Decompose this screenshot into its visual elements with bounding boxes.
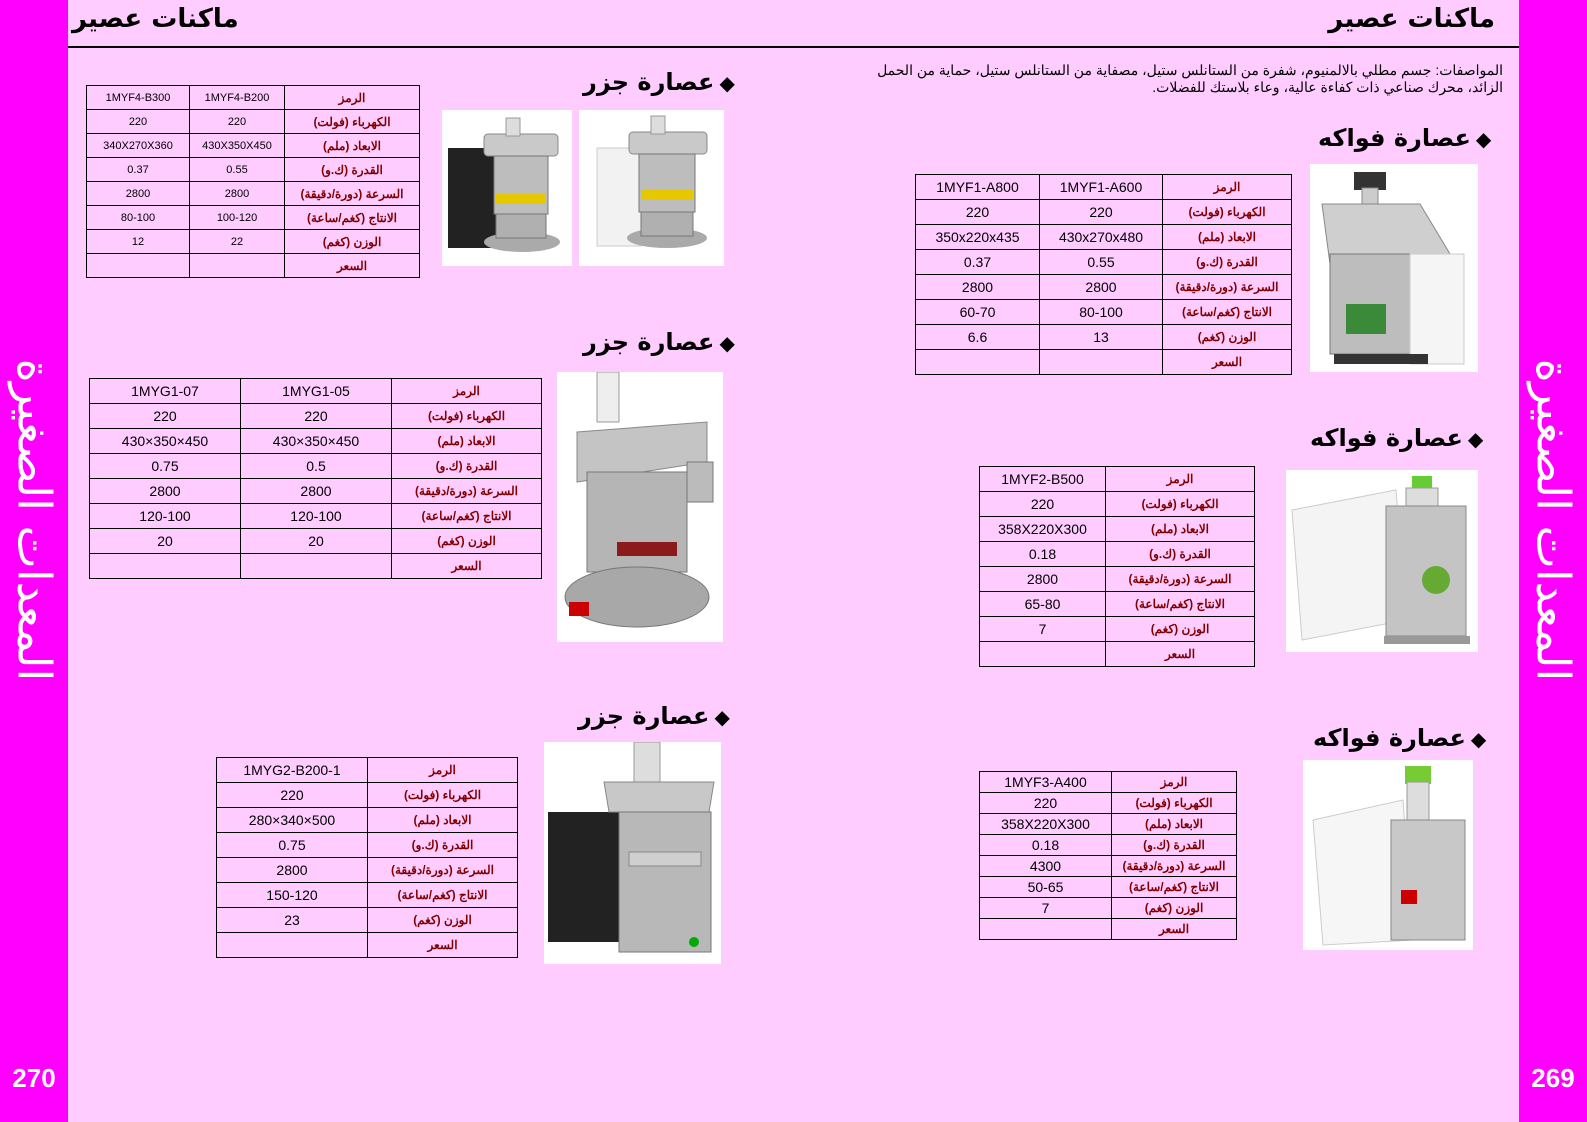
header-rule: [68, 46, 1519, 48]
spec-value: [1040, 350, 1163, 375]
spec-label: السرعة (دورة/دقيقة): [392, 479, 542, 504]
spec-value: 220: [1040, 200, 1163, 225]
table-row: [916, 175, 1292, 200]
table-row: [90, 429, 542, 454]
spec-value: 0.5: [241, 454, 392, 479]
spec-table: [979, 771, 1237, 940]
spec-value: 80-100: [87, 206, 190, 230]
left-page-title: ماكنات عصير: [72, 4, 239, 34]
spec-value: 120-100: [90, 504, 241, 529]
spec-label: الكهرباء (فولت): [285, 110, 420, 134]
spec-label: الانتاج (كغم/ساعة): [1106, 592, 1255, 617]
spec-label: الابعاد (ملم): [368, 808, 518, 833]
spec-value: 0.75: [90, 454, 241, 479]
table-row: [980, 814, 1237, 835]
spec-table: [89, 378, 542, 579]
spec-label: السعر: [1106, 642, 1255, 667]
spec-label: الرمز: [1163, 175, 1292, 200]
spec-label: السرعة (دورة/دقيقة): [1112, 856, 1237, 877]
table-row: [87, 86, 420, 110]
right-page-title: ماكنات عصير: [1328, 4, 1495, 34]
product-title-text: عصارة فواكه: [1313, 724, 1466, 752]
spec-value: [916, 350, 1040, 375]
spec-value: 1MYG1-07: [90, 379, 241, 404]
right-sidebar-heading: المعدات الصغيرة: [1526, 358, 1580, 682]
table-row: [916, 325, 1292, 350]
table-row: [980, 835, 1237, 856]
spec-value: 2800: [217, 858, 368, 883]
spec-value: 1MYF4-B200: [190, 86, 285, 110]
spec-value: 220: [980, 492, 1106, 517]
spec-value: 0.18: [980, 542, 1106, 567]
spec-value: 220: [90, 404, 241, 429]
spec-value: 1MYG1-05: [241, 379, 392, 404]
left-sidebar: [0, 0, 68, 1122]
table-row: [87, 206, 420, 230]
table-row: [217, 908, 518, 933]
table-row: [87, 230, 420, 254]
diamond-icon: ◆: [1475, 127, 1492, 151]
product-title: [583, 68, 735, 96]
diamond-icon: ◆: [719, 71, 735, 95]
spec-label: الرمز: [1112, 772, 1237, 793]
spec-value: 220: [217, 783, 368, 808]
product-title: [1318, 124, 1491, 152]
spec-value: 2800: [87, 182, 190, 206]
spec-value: 2800: [90, 479, 241, 504]
table-row: [980, 898, 1237, 919]
table-row: [217, 808, 518, 833]
spec-value: 4300: [980, 856, 1112, 877]
table-row: [87, 110, 420, 134]
spec-value: 358X220X300: [980, 814, 1112, 835]
spec-table: [216, 757, 518, 958]
table-row: [90, 529, 542, 554]
table-row: [980, 877, 1237, 898]
table-row: [217, 758, 518, 783]
spec-value: 0.18: [980, 835, 1112, 856]
table-row: [90, 479, 542, 504]
product-photo: [442, 110, 572, 266]
product-title: [578, 702, 730, 730]
table-row: [916, 225, 1292, 250]
product-title-text: عصارة فواكه: [1318, 124, 1471, 152]
spec-label: السرعة (دورة/دقيقة): [1163, 275, 1292, 300]
spec-value: 2800: [241, 479, 392, 504]
spec-value: 0.37: [87, 158, 190, 182]
spec-label: الكهرباء (فولت): [1112, 793, 1237, 814]
product-title: [1313, 724, 1486, 752]
spec-value: 430×350×450: [90, 429, 241, 454]
product-photo: [1286, 470, 1478, 652]
spec-label: القدرة (ك.و): [392, 454, 542, 479]
spec-label: الكهرباء (فولت): [368, 783, 518, 808]
spec-value: 20: [90, 529, 241, 554]
spec-value: 0.37: [916, 250, 1040, 275]
spec-value: 1MYF2-B500: [980, 467, 1106, 492]
spec-label: القدرة (ك.و): [368, 833, 518, 858]
table-row: [980, 772, 1237, 793]
table-row: [90, 454, 542, 479]
table-row: [87, 134, 420, 158]
spec-label: السرعة (دورة/دقيقة): [1106, 567, 1255, 592]
spec-value: 220: [980, 793, 1112, 814]
table-row: [916, 200, 1292, 225]
table-row: [980, 592, 1255, 617]
table-row: [980, 793, 1237, 814]
spec-value: 0.55: [1040, 250, 1163, 275]
spec-table: [86, 85, 420, 278]
spec-label: الانتاج (كغم/ساعة): [1163, 300, 1292, 325]
page-number-right: 269: [1531, 1063, 1575, 1093]
spec-value: 23: [217, 908, 368, 933]
product-title-text: عصارة فواكه: [1310, 424, 1463, 452]
spec-value: 2800: [190, 182, 285, 206]
spec-label: الابعاد (ملم): [1106, 517, 1255, 542]
spec-value: 280×340×500: [217, 808, 368, 833]
spec-label: السعر: [392, 554, 542, 579]
spec-value: 0.55: [190, 158, 285, 182]
spec-label: الانتاج (كغم/ساعة): [1112, 877, 1237, 898]
table-row: [980, 617, 1255, 642]
diamond-icon: ◆: [714, 705, 730, 729]
spec-label: الرمز: [285, 86, 420, 110]
spec-label: الكهرباء (فولت): [392, 404, 542, 429]
spec-value: 1MYF1-A600: [1040, 175, 1163, 200]
spec-label: الابعاد (ملم): [1112, 814, 1237, 835]
table-row: [217, 883, 518, 908]
spec-label: الوزن (كغم): [392, 529, 542, 554]
spec-value: 2800: [916, 275, 1040, 300]
spec-label: الانتاج (كغم/ساعة): [392, 504, 542, 529]
spec-value: 80-100: [1040, 300, 1163, 325]
spec-value: 60-70: [916, 300, 1040, 325]
spec-label: السرعة (دورة/دقيقة): [285, 182, 420, 206]
spec-label: القدرة (ك.و): [1106, 542, 1255, 567]
spec-value: 220: [916, 200, 1040, 225]
spec-value: 7: [980, 898, 1112, 919]
spec-value: 50-65: [980, 877, 1112, 898]
spec-value: 22: [190, 230, 285, 254]
spec-label: القدرة (ك.و): [1163, 250, 1292, 275]
spec-value: 220: [241, 404, 392, 429]
spec-label: الكهرباء (فولت): [1163, 200, 1292, 225]
spec-value: [87, 254, 190, 278]
table-row: [217, 858, 518, 883]
product-title: [1310, 424, 1483, 452]
product-photo: [579, 110, 724, 266]
page-number-left: 270: [12, 1063, 56, 1093]
spec-label: الرمز: [1106, 467, 1255, 492]
table-row: [916, 275, 1292, 300]
spec-value: 13: [1040, 325, 1163, 350]
table-row: [90, 379, 542, 404]
spec-value: [241, 554, 392, 579]
product-title: [583, 328, 735, 356]
spec-label: السعر: [1112, 919, 1237, 940]
table-row: [217, 783, 518, 808]
spec-label: الرمز: [392, 379, 542, 404]
table-row: [916, 300, 1292, 325]
spec-value: 220: [190, 110, 285, 134]
product-photo: [1310, 164, 1478, 372]
spec-value: 430X350X450: [190, 134, 285, 158]
left-sidebar-heading: المعدات الصغيرة: [7, 358, 61, 682]
spec-value: 1MYG2-B200-1: [217, 758, 368, 783]
spec-label: السعر: [1163, 350, 1292, 375]
table-row: [980, 642, 1255, 667]
table-row: [916, 250, 1292, 275]
diamond-icon: ◆: [719, 331, 735, 355]
spec-value: 0.75: [217, 833, 368, 858]
table-row: [980, 517, 1255, 542]
spec-label: الوزن (كغم): [1106, 617, 1255, 642]
spec-label: السرعة (دورة/دقيقة): [368, 858, 518, 883]
spec-value: 358X220X300: [980, 517, 1106, 542]
diamond-icon: ◆: [1470, 727, 1487, 751]
table-row: [916, 350, 1292, 375]
table-row: [980, 856, 1237, 877]
spec-value: 7: [980, 617, 1106, 642]
spec-label: الابعاد (ملم): [285, 134, 420, 158]
product-photo: [557, 372, 723, 642]
spec-value: 430×350×450: [241, 429, 392, 454]
table-row: [980, 492, 1255, 517]
spec-value: [217, 933, 368, 958]
spec-value: 220: [87, 110, 190, 134]
spec-label: الابعاد (ملم): [1163, 225, 1292, 250]
table-row: [980, 467, 1255, 492]
table-row: [87, 158, 420, 182]
table-row: [980, 567, 1255, 592]
spec-table: [979, 466, 1255, 667]
spec-value: 120-100: [241, 504, 392, 529]
table-row: [90, 404, 542, 429]
table-row: [87, 254, 420, 278]
table-row: [980, 542, 1255, 567]
table-row: [980, 919, 1237, 940]
spec-table: [915, 174, 1292, 375]
spec-label: الكهرباء (فولت): [1106, 492, 1255, 517]
spec-label: الوزن (كغم): [1163, 325, 1292, 350]
spec-value: 1MYF3-A400: [980, 772, 1112, 793]
spec-value: [980, 919, 1112, 940]
spec-label: السعر: [285, 254, 420, 278]
spec-value: 1MYF4-B300: [87, 86, 190, 110]
spec-label: القدرة (ك.و): [1112, 835, 1237, 856]
spec-label: الابعاد (ملم): [392, 429, 542, 454]
spec-value: [190, 254, 285, 278]
spec-value: [980, 642, 1106, 667]
table-row: [87, 182, 420, 206]
spec-value: 2800: [1040, 275, 1163, 300]
diamond-icon: ◆: [1467, 427, 1484, 451]
table-row: [90, 554, 542, 579]
spec-label: الانتاج (كغم/ساعة): [285, 206, 420, 230]
spec-label: الوزن (كغم): [1112, 898, 1237, 919]
spec-value: 100-120: [190, 206, 285, 230]
spec-value: 65-80: [980, 592, 1106, 617]
specifications-note: المواصفات: جسم مطلي بالالمنيوم، شفرة من الستانلس ستيل، مصفاية من الستانلس ستيل، حماية من الحمل الزائد، محرك صناعي ذات كفاءة عالية، وعاء بلاستك للفضلات.: [877, 62, 1503, 95]
spec-value: 12: [87, 230, 190, 254]
spec-label: السعر: [368, 933, 518, 958]
spec-label: الانتاج (كغم/ساعة): [368, 883, 518, 908]
spec-value: 6.6: [916, 325, 1040, 350]
spec-value: 430x270x480: [1040, 225, 1163, 250]
product-photo: [544, 742, 721, 964]
spec-value: 2800: [980, 567, 1106, 592]
product-title-text: عصارة جزر: [583, 68, 715, 96]
product-photo: [1303, 760, 1473, 950]
product-title-text: عصارة جزر: [583, 328, 715, 356]
table-row: [90, 504, 542, 529]
spec-label: الوزن (كغم): [285, 230, 420, 254]
product-title-text: عصارة جزر: [578, 702, 710, 730]
spec-label: الرمز: [368, 758, 518, 783]
spec-value: [90, 554, 241, 579]
table-row: [217, 833, 518, 858]
spec-value: 150-120: [217, 883, 368, 908]
spec-label: القدرة (ك.و): [285, 158, 420, 182]
spec-value: 350x220x435: [916, 225, 1040, 250]
table-row: [217, 933, 518, 958]
right-sidebar: [1519, 0, 1587, 1122]
spec-value: 20: [241, 529, 392, 554]
spec-value: 1MYF1-A800: [916, 175, 1040, 200]
spec-value: 340X270X360: [87, 134, 190, 158]
spec-label: الوزن (كغم): [368, 908, 518, 933]
